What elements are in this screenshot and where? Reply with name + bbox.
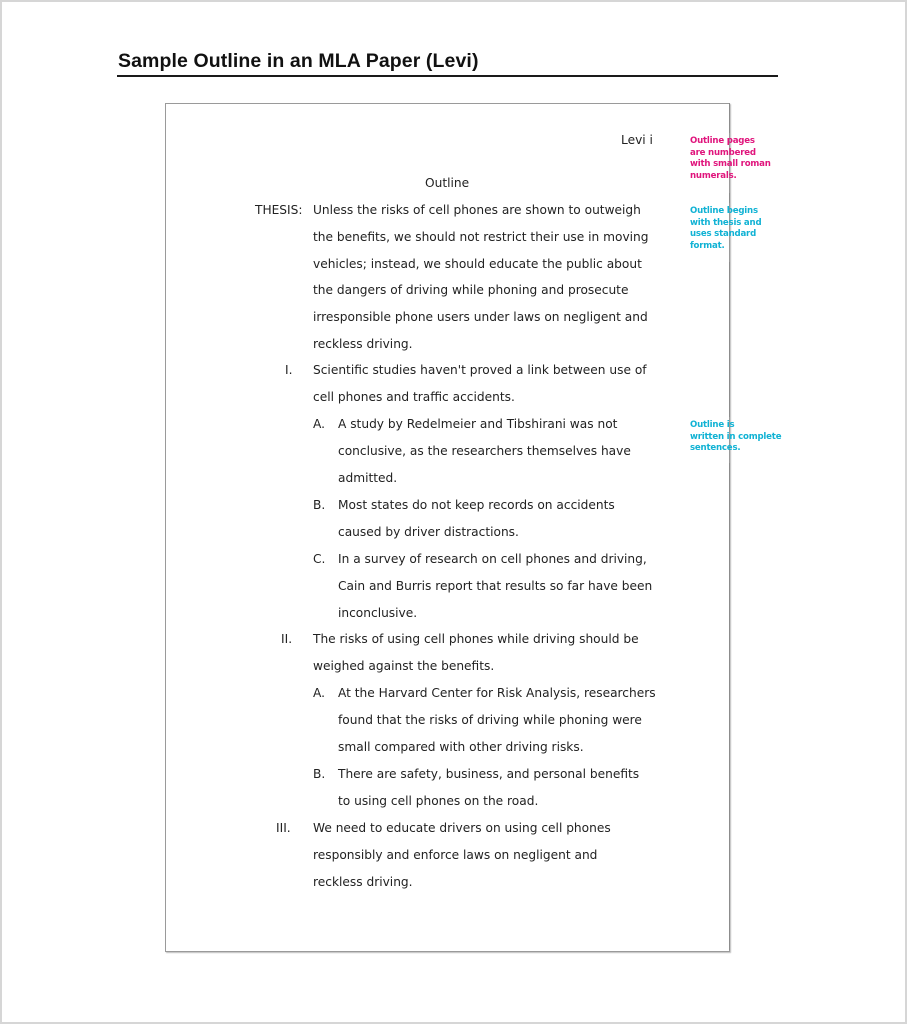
item-letter: A. <box>313 686 325 700</box>
item-letter: B. <box>313 767 326 781</box>
annotation-connector <box>729 463 730 950</box>
item-line: At the Harvard Center for Risk Analysis, researchers <box>338 686 656 700</box>
section-numeral: I. <box>285 363 293 377</box>
item-line: There are safety, business, and personal benefits <box>338 767 640 781</box>
item-line: conclusive, as the researchers themselves have <box>338 443 631 458</box>
thesis-text <box>313 197 649 358</box>
item-line: caused by driver distractions. <box>338 524 519 539</box>
annotation-connector <box>729 193 730 203</box>
thesis-label: THESIS: <box>255 203 303 217</box>
section-line: Scientific studies haven't proved a link between use of <box>313 363 647 377</box>
annotation-thesis-format: Outline begins with thesis and uses standard format. <box>690 206 762 251</box>
section-numeral: II. <box>281 632 293 646</box>
annotation-connector <box>729 262 730 417</box>
thesis-line: the benefits, we should not restrict their use in moving <box>313 229 649 244</box>
item-letter: B. <box>313 498 326 512</box>
outline-item-2b <box>338 761 639 815</box>
item-line: Cain and Burris report that results so far have been <box>338 578 653 593</box>
thesis-line: irresponsible phone users under laws on negligent and <box>313 310 648 325</box>
annotation-connector <box>729 103 730 133</box>
outline-item-1b <box>338 492 615 546</box>
section-line: responsibly and enforce laws on negligent and <box>313 847 598 862</box>
item-line: admitted. <box>338 470 398 485</box>
item-letter: A. <box>313 417 325 431</box>
thesis-line: Unless the risks of cell phones are shown to outweigh <box>313 203 641 217</box>
section-line: We need to educate drivers on using cell phones <box>313 821 611 835</box>
outline-section-1 <box>313 357 647 411</box>
section-line: cell phones and traffic accidents. <box>313 389 515 404</box>
item-line: to using cell phones on the road. <box>338 793 539 808</box>
outline-item-1c <box>338 546 652 626</box>
thesis-line: reckless driving. <box>313 336 413 351</box>
section-numeral: III. <box>276 821 291 835</box>
section-line: reckless driving. <box>313 874 413 889</box>
item-line: inconclusive. <box>338 605 418 620</box>
item-line: In a survey of research on cell phones and driving, <box>338 552 647 566</box>
outline-item-1a <box>338 411 631 491</box>
title-underline <box>117 75 778 77</box>
outline-item-2a <box>338 680 656 760</box>
thesis-line: vehicles; instead, we should educate the public about <box>313 256 642 271</box>
item-line: found that the risks of driving while phoning were <box>338 712 642 727</box>
outline-heading: Outline <box>425 176 470 190</box>
section-line: The risks of using cell phones while driving should be <box>313 632 639 646</box>
outline-section-2 <box>313 626 639 680</box>
item-line: small compared with other driving risks. <box>338 739 584 754</box>
running-head: Levi i <box>621 133 653 147</box>
item-letter: C. <box>313 552 326 566</box>
thesis-line: the dangers of driving while phoning and prosecute <box>313 283 629 298</box>
item-line: A study by Redelmeier and Tibshirani was not <box>338 417 618 431</box>
annotation-page-numbering: Outline pages are numbered with small roman numerals. <box>690 136 771 181</box>
outline-section-3 <box>313 815 611 895</box>
section-line: weighed against the benefits. <box>313 658 495 673</box>
annotation-complete-sentences: Outline is written in complete sentences. <box>690 420 782 454</box>
document-title: Sample Outline in an MLA Paper (Levi) <box>118 50 479 72</box>
item-line: Most states do not keep records on accidents <box>338 498 615 512</box>
